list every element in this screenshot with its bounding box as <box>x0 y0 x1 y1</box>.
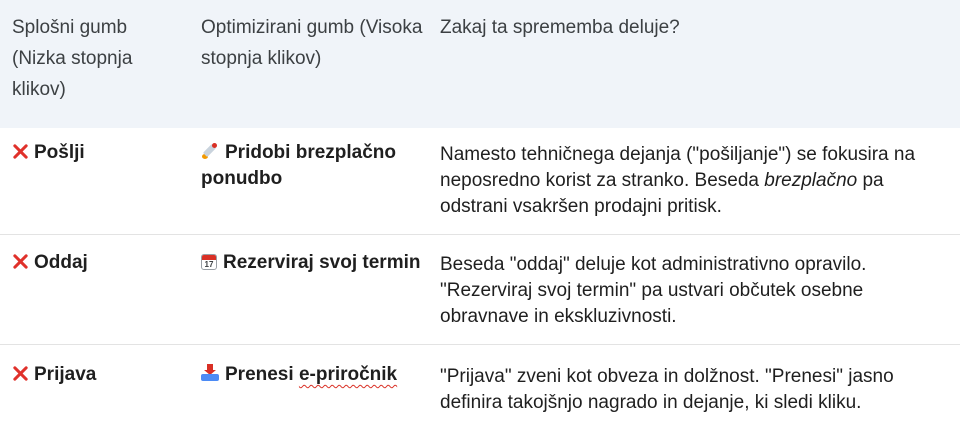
header-why-it-works: Zakaj ta sprememba deluje? <box>440 17 680 38</box>
rocket-icon <box>201 142 219 160</box>
row-divider <box>0 234 960 235</box>
explanation-text: "Prijava" zveni kot obveza in dolžnost. "Prenesi" jasno definira takojšnjo nagrado in dejanje, ki sledi kliku. <box>440 366 894 413</box>
optimized-button-cell <box>201 140 426 192</box>
header-generic-button: Splošni gumb (Nizka stopnja klikov) <box>12 17 133 100</box>
optimized-button-cell <box>201 362 426 388</box>
generic-button-text: Oddaj <box>34 252 88 273</box>
generic-button-cell <box>12 140 187 166</box>
explanation-text: Beseda "oddaj" deluje kot administrativno opravilo. "Rezerviraj svoj termin" pa ustvari občutek osebne obravnave in ekskluzivnosti. <box>440 254 867 327</box>
explanation-text-end: pa odstrani vsakršen prodajni pritisk. <box>440 170 884 217</box>
header-optimized-button: Optimizirani gumb (Visoka stopnja klikov) <box>201 17 423 69</box>
generic-button-cell <box>12 250 187 276</box>
explanation-cell <box>440 252 940 330</box>
optimized-button-cell <box>201 250 426 276</box>
generic-button-text: Prijava <box>34 364 97 385</box>
explanation-cell <box>440 142 940 220</box>
cross-mark-icon <box>12 252 28 270</box>
optimized-button-text: Rezerviraj svoj termin <box>223 252 421 273</box>
calendar-icon: 17 <box>201 254 217 270</box>
explanation-text: Namesto tehničnega dejanja ("pošiljanje") se fokusira na neposredno korist za stranko. Beseda <box>440 144 916 191</box>
explanation-cell <box>440 364 940 416</box>
optimized-button-text: Pridobi brezplačno ponudbo <box>201 142 397 189</box>
generic-button-cell <box>12 362 187 388</box>
inbox-tray-icon <box>201 364 219 382</box>
spellcheck-underlined-word: e-priročnik <box>298 364 398 385</box>
cross-mark-icon <box>12 142 28 160</box>
table-header <box>0 0 960 128</box>
generic-button-text: Pošlji <box>34 142 85 163</box>
row-divider <box>0 344 960 345</box>
optimized-button-text: Prenesi <box>225 364 299 385</box>
cross-mark-icon <box>12 364 28 382</box>
explanation-emphasis: brezplačno <box>764 170 858 191</box>
